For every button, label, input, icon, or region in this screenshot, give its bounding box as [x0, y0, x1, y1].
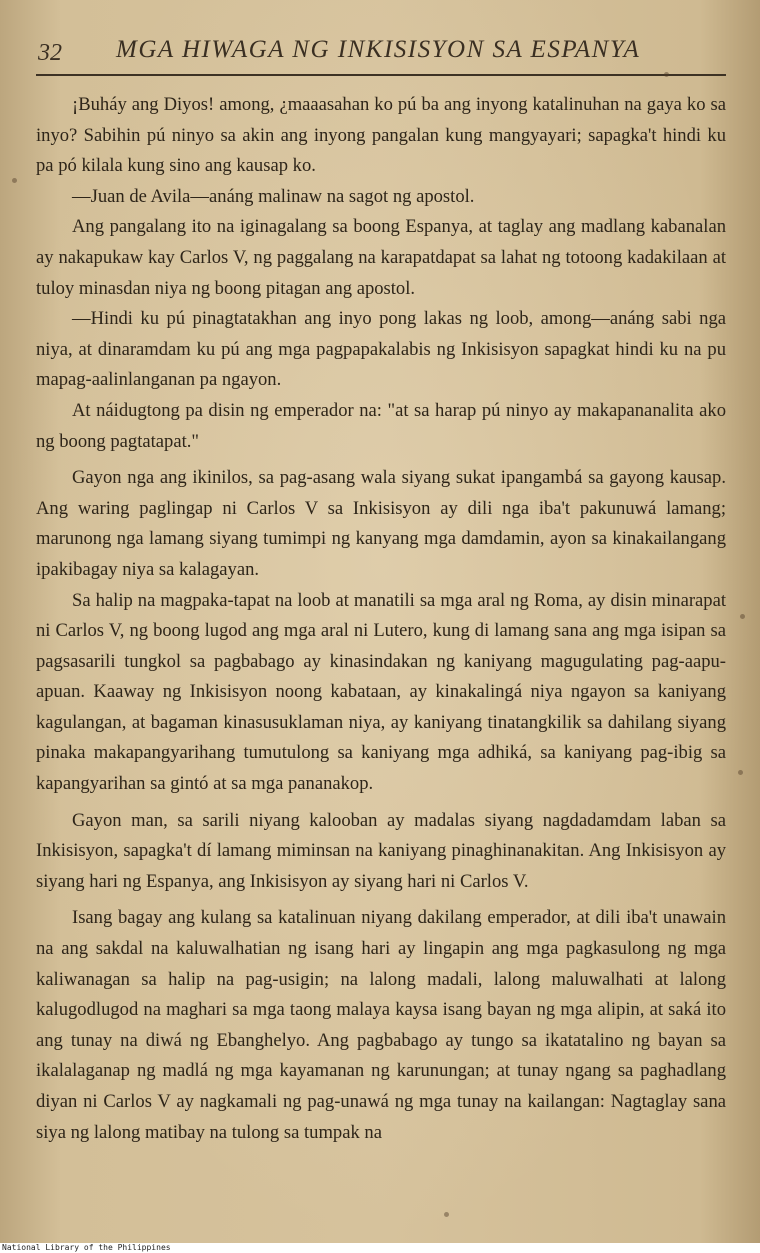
paragraph-9: Isang bagay ang kulang sa katalinuan niyang dakilang emperador, at dili iba't unawain na ang sakdal na kaluwalhatian ng isang hari ay lingapin ang mga pagkasulong ng mga kaliwanagan sa halip na pag-usigin; na lalong madali, lalong maluwalhati at lalong kalugodlugod na maghari sa mga taong malaya kaysa isang bayan ng mga alipin, at saká ito ang tunay na diwá ng Ebanghelyo. Ang pagbabago ay tungo sa ikatatalino ng bayan sa ikalalaganap ng madlá ng mga kayamanan ng karunungan; at tunay ngang sa paghadlang diyan ni Carlos V ay nagkamali ng pag-unawá ng mga tunay na kailangan: Nagtaglay sana siya ng lalong matibay na tulong sa tumpak na — [36, 907, 726, 1143]
paper-speck — [664, 72, 669, 77]
body-text — [36, 90, 726, 1148]
paragraph-2: —Juan de Avila—anáng malinaw na sagot ng apostol. — [72, 185, 475, 207]
paper-speck — [738, 770, 743, 775]
page-number: 32 — [38, 40, 62, 66]
header-rule — [36, 74, 726, 76]
paragraph-7: Sa halip na magpaka-tapat na loob at manatili sa mga aral ng Roma, ay disin minarapat ni Carlos V, ng boong lugod ang mga aral ni Lutero, kung di lamang sana ang mga isipan sa pagsasarili tungkol sa pagbabago ay kinasindakan ng kaniyang magugulating pag-aapu-apuan. Kaaway ng Inkisisyon noong kabataan, ay kinakalingá niya ngayon sa kaniyang kagulangan, at bagaman kinasusuklaman niya, ay kaniyang tinatangkilik sa dahilang siyang pinaka makapangyarihang tumutulong sa kaniyang mga adhiká, sa kaniyang pag-ibig sa kapangyarihan sa gintó at sa mga pananakop. — [36, 589, 726, 795]
footer-bar — [0, 1243, 760, 1253]
paragraph-5: At náidugtong pa disin ng emperador na: "at sa harap pú ninyo ay makapananalita ako ng boong pagtatapat." — [36, 399, 726, 452]
paper-speck — [12, 178, 17, 183]
paragraph-6: Gayon nga ang ikinilos, sa pag-asang wala siyang sukat ipangambá sa gayong kausap. Ang waring paglingap ni Carlos V sa Inkisisyon ay dili nga iba't pakunuwá lamang; marunong nga lamang siyang tumimpi ng kanyang mga damdamin, ayon sa kinakailangang ipakibagay niya sa kalagayan. — [36, 467, 726, 580]
paper-speck — [444, 1212, 449, 1217]
paragraph-8: Gayon man, sa sarili niyang kalooban ay madalas siyang nagdadamdam laban sa Inkisisyon, sapagka't dí lamang miminsan na kaniyang pinaghinanakitan. Ang Inkisisyon ay siyang hari ng Espanya, ang Inkisisyon ay siyang hari ni Carlos V. — [36, 809, 726, 892]
library-credit: National Library of the Philippines — [2, 1243, 171, 1252]
running-title: MGA HIWAGA NG INKISISYON SA ESPANYA — [116, 36, 641, 63]
paragraph-3: Ang pangalang ito na iginagalang sa boong Espanya, at taglay ang madlang kabanalan ay nakapukaw kay Carlos V, ng paggalang na karapatdapat sa lahat ng totoong kadakilaan at tuloy minasdan niya ng boong pitagan ang apostol. — [36, 216, 726, 299]
page-header — [36, 32, 726, 82]
paragraph-1: ¡Buháy ang Diyos! among, ¿maaasahan ko pú ba ang inyong katalinuhan na gaya ko sa inyo? Sabihin pú ninyo sa akin ang inyong pangalan kung mangyayari; sapagka't hindi ku pa pó kilala kung sino ang kausap ko. — [36, 94, 726, 177]
paper-speck — [740, 614, 745, 619]
paragraph-4: —Hindi ku pú pinagtatakhan ang inyo pong lakas ng loob, among—anáng sabi nga niya, at dinaramdam ku pú ang mga pagpapakalabis ng Inkisisyon sapagkat hindi ku na pu mapag-aalinlanganan pa ngayon. — [36, 308, 726, 391]
